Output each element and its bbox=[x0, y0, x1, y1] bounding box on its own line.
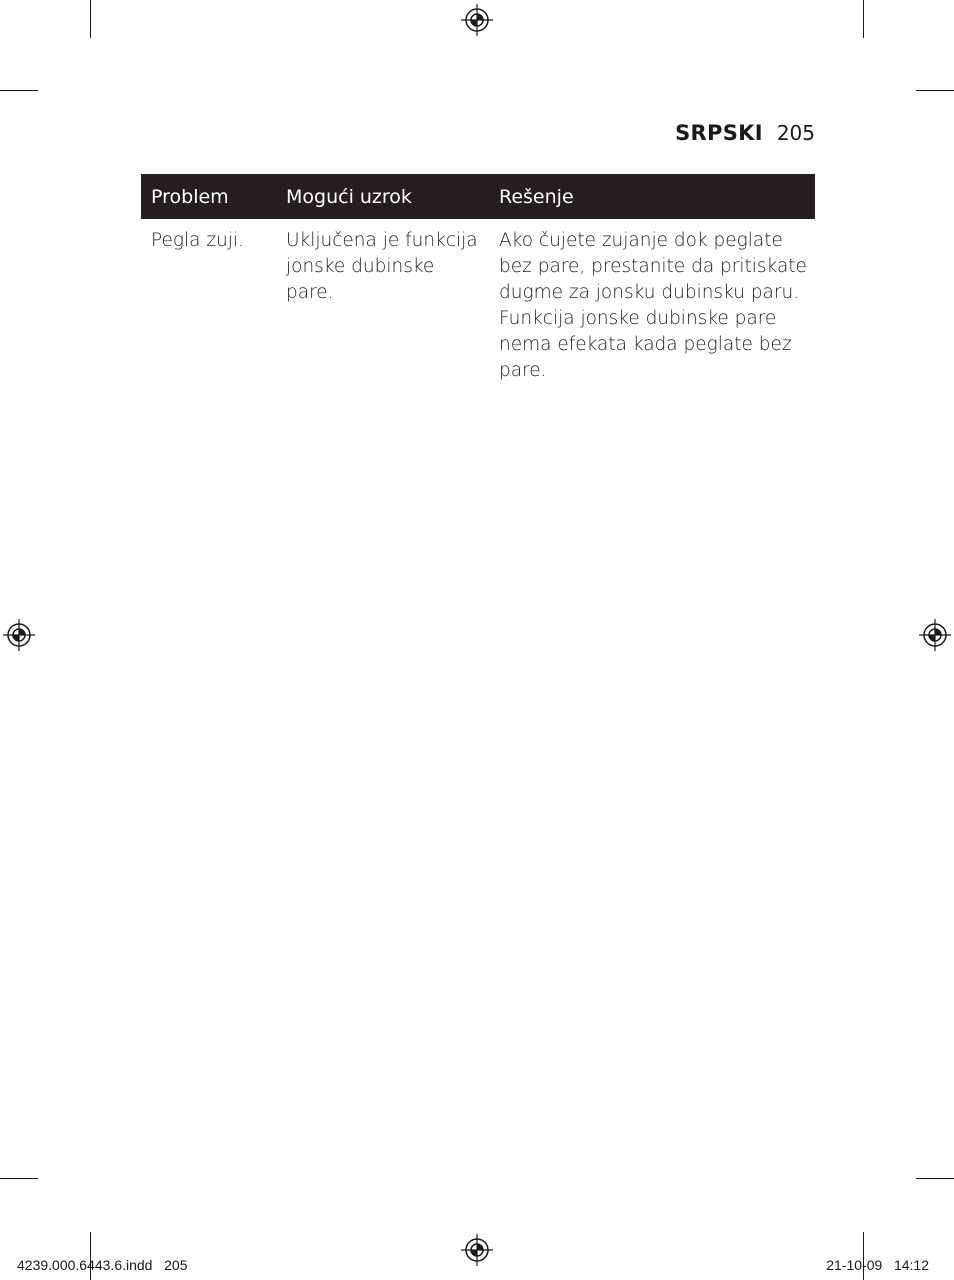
column-header-problem: Problem bbox=[151, 185, 229, 208]
footer-date-time: 21-10-09 14:12 bbox=[826, 1257, 929, 1273]
crop-mark-top-left-horizontal bbox=[0, 90, 38, 91]
registration-mark-top-icon bbox=[461, 4, 493, 36]
crop-mark-top-left-vertical bbox=[90, 0, 91, 38]
troubleshooting-table bbox=[141, 174, 815, 384]
table-header-row bbox=[141, 174, 815, 219]
footer-file-info: 4239.000.6443.6.indd 205 bbox=[17, 1257, 188, 1273]
crop-mark-bottom-left-horizontal bbox=[0, 1178, 38, 1179]
registration-mark-bottom-icon bbox=[461, 1234, 493, 1266]
cell-solution: Ako čujete zujanje dok peglate bez pare, prestanite da pritiskate dugme za jonsku dubinsku paru. Funkcija jonske dubinske pare nema efekata kada peglate bez pare. bbox=[499, 230, 807, 381]
registration-mark-right-icon bbox=[919, 619, 951, 651]
crop-mark-bottom-right-horizontal bbox=[916, 1178, 954, 1179]
table-row bbox=[141, 219, 815, 384]
page-number: 205 bbox=[776, 121, 815, 145]
column-header-solution: Rešenje bbox=[499, 185, 574, 208]
column-header-cause: Mogući uzrok bbox=[286, 185, 412, 208]
crop-mark-top-right-horizontal bbox=[916, 90, 954, 91]
registration-mark-left-icon bbox=[3, 619, 35, 651]
cell-cause: Uključena je funkcija jonske dubinske pare. bbox=[286, 230, 478, 303]
crop-mark-top-right-vertical bbox=[863, 0, 864, 38]
cell-problem: Pegla zuji. bbox=[151, 230, 244, 251]
page-header bbox=[675, 121, 815, 145]
language-title: SRPSKI bbox=[675, 121, 763, 145]
